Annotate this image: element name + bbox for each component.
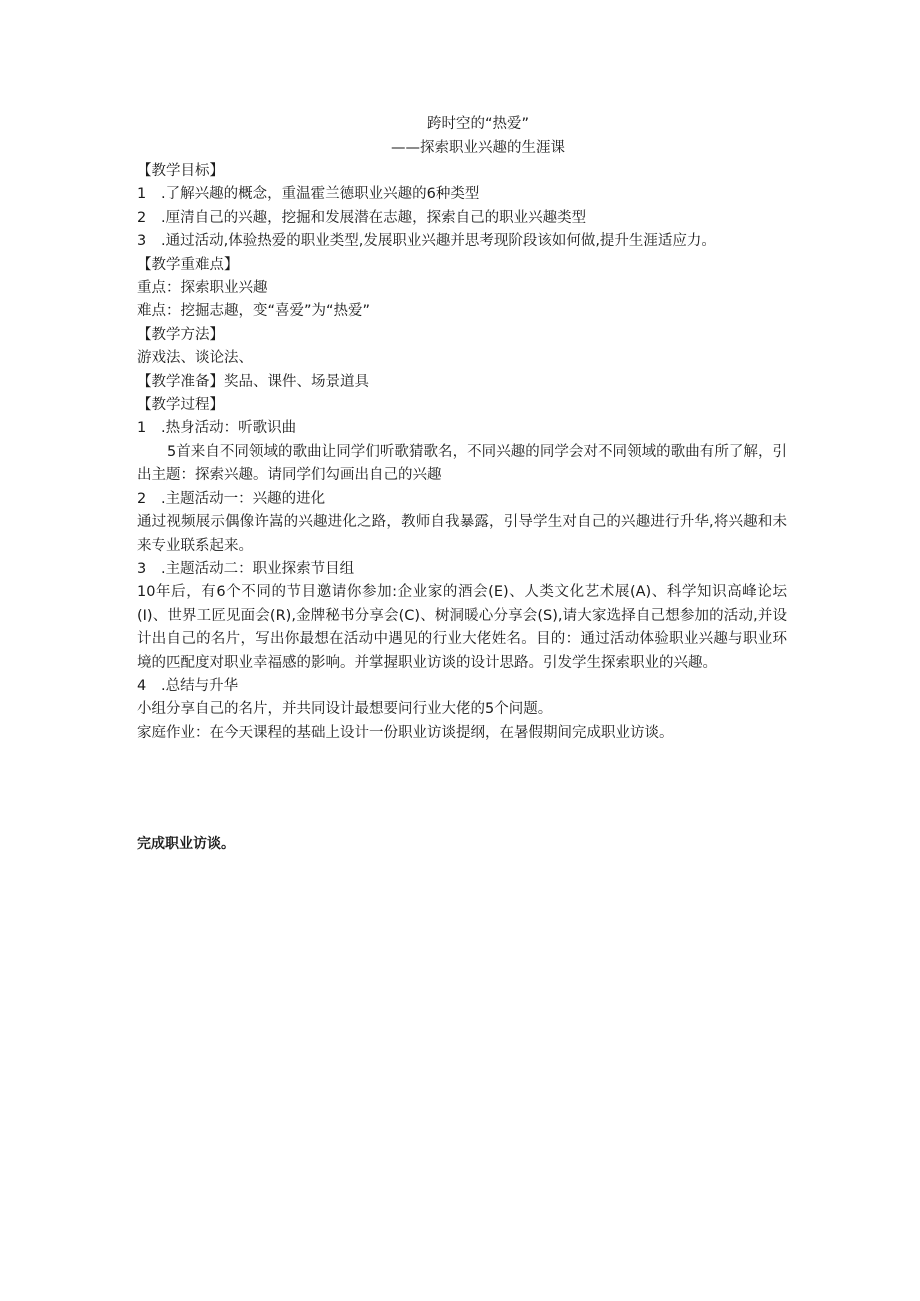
step-number: 3: [137, 560, 147, 577]
step-title: [137, 417, 787, 440]
goal-number: 1: [137, 186, 147, 203]
key-points-heading: 【教学重难点】: [137, 256, 239, 273]
goal-number: 3: [137, 233, 147, 250]
footer-note: 完成职业访谈。: [137, 836, 235, 852]
step-number: 4: [137, 677, 147, 694]
step-title-text: .热身活动：听歌识曲: [161, 420, 297, 437]
step-body: 小组分享自己的名片，并共同设计最想要问行业大佬的5个问题。: [137, 701, 553, 718]
step-title: [137, 675, 787, 698]
document-title: 跨时空的“热爱”: [426, 116, 530, 132]
step-number: 1: [137, 420, 147, 437]
step-title-text: .主题活动二：职业探索节目组: [161, 560, 355, 577]
goal-item: [137, 230, 787, 253]
key-point: 重点：探索职业兴趣: [137, 280, 268, 297]
difficult-point: 难点：挖掘志趣，变“喜爱”为“热爱”: [137, 303, 371, 320]
document-content: [137, 112, 787, 745]
step-body: 通过视频展示偶像许嵩的兴趣进化之路，教师自我暴露，引导学生对自己的兴趣进行升华,将兴趣和未来专业联系起来。: [137, 514, 787, 554]
goal-number: 2: [137, 209, 147, 226]
step-body: 10年后，有6个不同的节目邀请你参加:企业家的酒会(E)、人类文化艺术展(A)、科学知识高峰论坛(I)、世界工匠见面会(R),金牌秘书分享会(C)、树洞暖心分享会(S),请大家选择自己想参加的活动,并设计出自己的名片，写出你最想在活动中遇见的行业大佬姓名。目的：通过活动体验职业兴趣与职业环境的匹配度对职业幸福感的影响。并掌握职业访谈的设计思路。引发学生探索职业的兴趣。: [137, 584, 787, 671]
goal-item: [137, 183, 787, 206]
methods-text: 游戏法、谈论法、: [137, 350, 253, 367]
goal-text: .通过活动,体验热爱的职业类型,发展职业兴趣并思考现阶段该如何做,提升生涯适应力。: [161, 233, 716, 250]
step-title-text: .主题活动一：兴趣的进化: [161, 490, 326, 507]
step-body: 5首来自不同领域的歌曲让同学们听歌猜歌名，不同兴趣的同学会对不同领域的歌曲有所了解，引出主题：探索兴趣。请同学们勾画出自己的兴趣: [137, 443, 787, 484]
goal-text: .了解兴趣的概念，重温霍兰德职业兴趣的6种类型: [161, 186, 480, 203]
document-subtitle: ——探索职业兴趣的生涯课: [391, 140, 565, 156]
preparation-text: 【教学准备】奖品、课件、场景道具: [137, 373, 369, 390]
goals-heading: 【教学目标】: [137, 163, 224, 179]
goal-text: .厘清自己的兴趣，挖掘和发展潜在志趣，探索自己的职业兴趣类型: [161, 209, 587, 226]
methods-heading: 【教学方法】: [137, 326, 224, 343]
step-number: 2: [137, 490, 147, 507]
step-title-text: .总结与升华: [161, 677, 239, 694]
process-heading: 【教学过程】: [137, 397, 224, 414]
goal-item: [137, 207, 787, 230]
step-title: [137, 558, 787, 581]
step-title: [137, 488, 787, 511]
homework-text: 家庭作业：在今天课程的基础上设计一份职业访谈提纲，在暑假期间完成职业访谈。: [137, 724, 674, 741]
